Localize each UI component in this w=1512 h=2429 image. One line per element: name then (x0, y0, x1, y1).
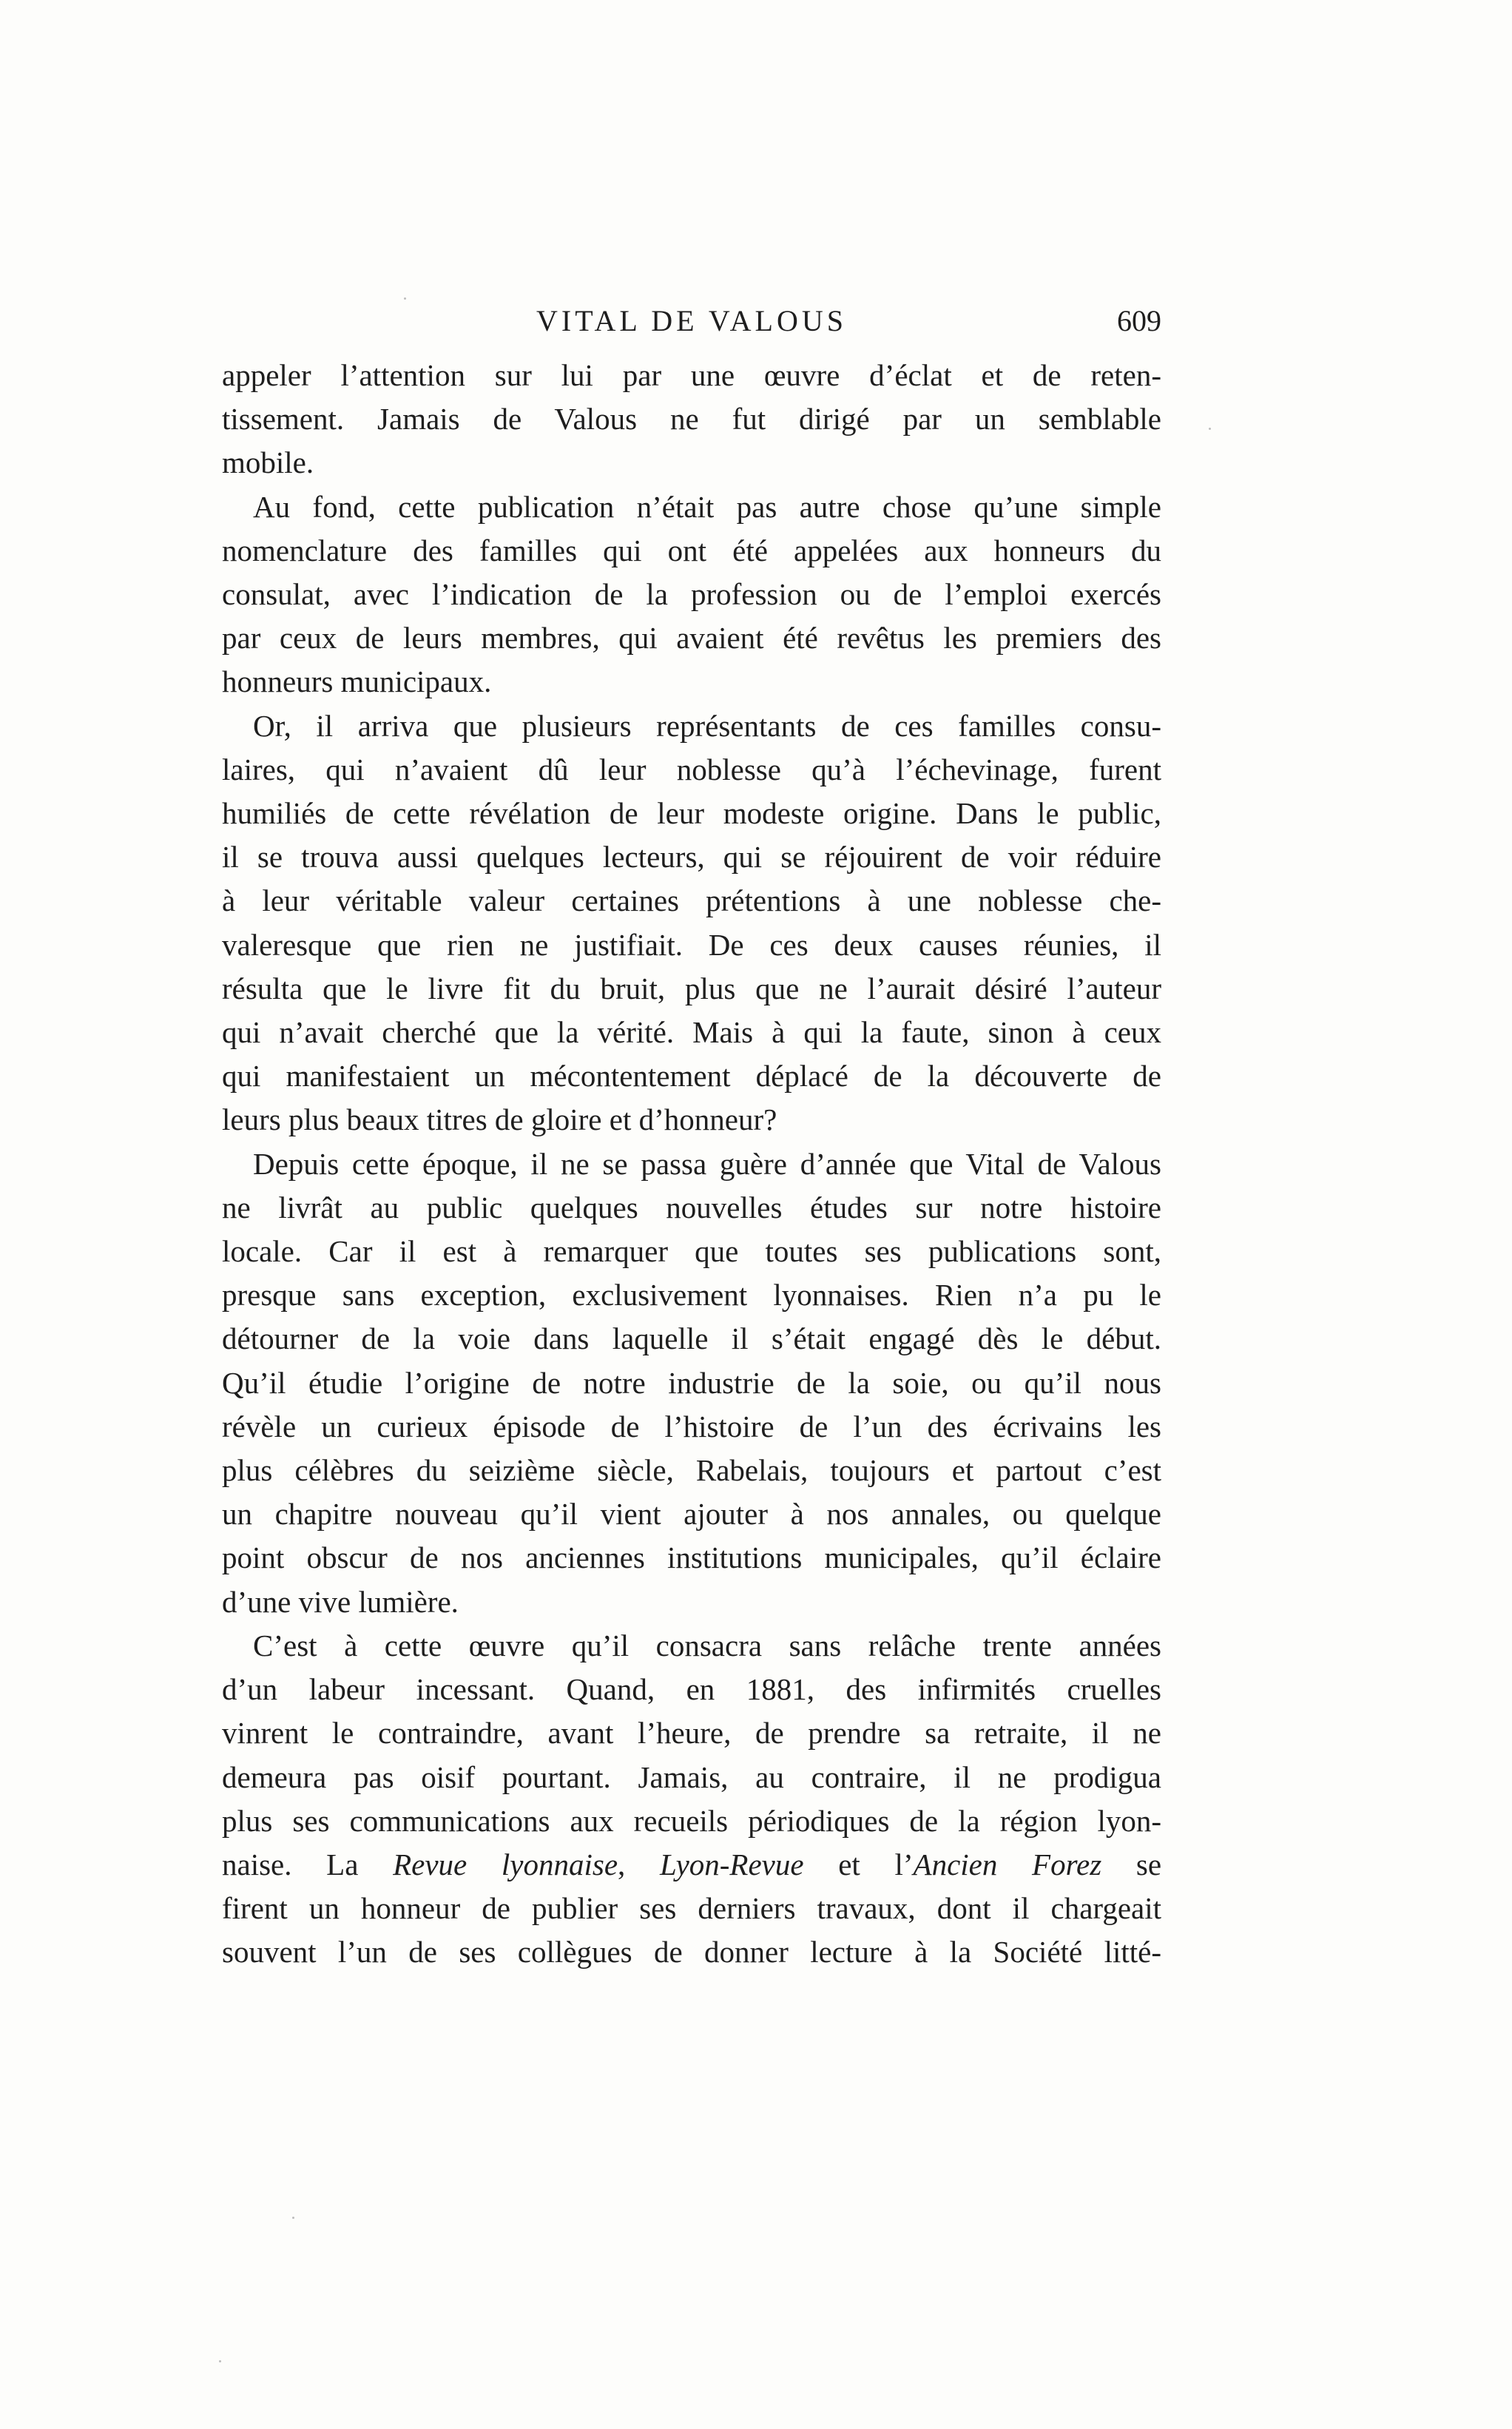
paragraph-5 (222, 1624, 1161, 1975)
text-line: d’une vive lumière. (222, 1584, 459, 1619)
text-line: plus ses communications aux recueils périodiques de la région lyon- (222, 1803, 1161, 1838)
paragraph-1 (222, 354, 1161, 485)
text-line: Qu’il étudie l’origine de notre industrie de la soie, ou qu’il nous (222, 1365, 1161, 1400)
text-line: souvent l’un de ses collègues de donner lecture à la Société litté- (222, 1935, 1161, 1970)
text-line: Au fond, cette publication n’était pas autre chose qu’une simple (253, 489, 1161, 524)
text-line: firent un honneur de publier ses derniers travaux, dont il chargeait (222, 1891, 1161, 1926)
text-line: leurs plus beaux titres de gloire et d’honneur? (222, 1102, 777, 1137)
text-line: nomenclature des familles qui ont été appelées aux honneurs du (222, 533, 1161, 567)
paper-speck (219, 2360, 221, 2362)
text-line: Depuis cette époque, il ne se passa guère d’année que Vital de Valous (253, 1146, 1161, 1181)
text-line: à leur véritable valeur certaines prétentions à une noblesse che- (222, 883, 1161, 918)
text-line: consulat, avec l’indication de la profession ou de l’emploi exercés (222, 577, 1161, 612)
paper-speck (404, 297, 406, 300)
text-fragment: se (1101, 1847, 1162, 1881)
text-line: vinrent le contraindre, avant l’heure, de prendre sa retraite, il ne (222, 1716, 1161, 1751)
text-line: C’est à cette œuvre qu’il consacra sans relâche trente années (253, 1628, 1161, 1662)
text-line: honneurs municipaux. (222, 664, 492, 699)
text-fragment: , (618, 1847, 660, 1881)
text-line: ne livrât au public quelques nouvelles études sur notre histoire (222, 1190, 1161, 1224)
running-header (222, 299, 1161, 343)
paper-speck (1209, 428, 1211, 430)
text-line: d’un labeur incessant. Quand, en 1881, des infirmités cruelles (222, 1672, 1161, 1707)
text-line: Or, il arriva que plusieurs représentants de ces familles consu- (253, 708, 1161, 743)
journal-title: Lyon-Revue (659, 1847, 804, 1881)
journal-title: Ancien Forez (913, 1847, 1102, 1881)
page-number: 609 (1117, 304, 1161, 337)
text-line: détourner de la voie dans laquelle il s’était engagé dès le début. (222, 1321, 1161, 1356)
text-line: laires, qui n’avaient dû leur noblesse qu’à l’échevinage, furent (222, 752, 1161, 786)
paragraph-3 (222, 704, 1161, 1142)
text-line: il se trouva aussi quelques lecteurs, qui se réjouirent de voir réduire (222, 840, 1161, 875)
text-line: demeura pas oisif pourtant. Jamais, au contraire, il ne prodigua (222, 1759, 1161, 1794)
journal-title: Revue lyonnaise (393, 1847, 618, 1881)
text-line: plus célèbres du seizième siècle, Rabelais, toujours et partout c’est (222, 1453, 1161, 1488)
text-line: presque sans exception, exclusivement lyonnaises. Rien n’a pu le (222, 1278, 1161, 1313)
paragraph-2 (222, 485, 1161, 704)
text-line: tissement. Jamais de Valous ne fut dirigé par un semblable (222, 402, 1161, 437)
text-line: révèle un curieux épisode de l’histoire de l’un des écrivains les (222, 1409, 1161, 1443)
text-line: un chapitre nouveau qu’il vient ajouter à nos annales, ou quelque (222, 1497, 1161, 1532)
text-line: point obscur de nos anciennes institutions municipales, qu’il éclaire (222, 1540, 1161, 1575)
text-fragment: naise. La (222, 1847, 394, 1881)
text-line: valeresque que rien ne justifiait. De ces deux causes réunies, il (222, 927, 1161, 962)
text-line: par ceux de leurs membres, qui avaient été revêtus les premiers des (222, 621, 1161, 656)
text-fragment: et l’ (803, 1847, 914, 1881)
paragraph-4 (222, 1142, 1161, 1624)
body-text (222, 354, 1161, 1975)
text-line: qui manifestaient un mécontentement déplacé de la découverte de (222, 1059, 1161, 1094)
text-line: résulta que le livre fit du bruit, plus que ne l’aurait désiré l’auteur (222, 971, 1161, 1005)
text-line: mobile. (222, 445, 314, 480)
text-line: qui n’avait cherché que la vérité. Mais à qui la faute, sinon à ceux (222, 1015, 1161, 1050)
running-title: VITAL DE VALOUS (536, 304, 847, 337)
text-line-with-titles (222, 1843, 1161, 1887)
paper-speck (292, 2217, 294, 2219)
text-line: humiliés de cette révélation de leur modeste origine. Dans le public, (222, 796, 1161, 831)
text-line: appeler l’attention sur lui par une œuvre d’éclat et de reten- (222, 358, 1161, 392)
text-line: locale. Car il est à remarquer que toutes ses publications sont, (222, 1234, 1161, 1269)
